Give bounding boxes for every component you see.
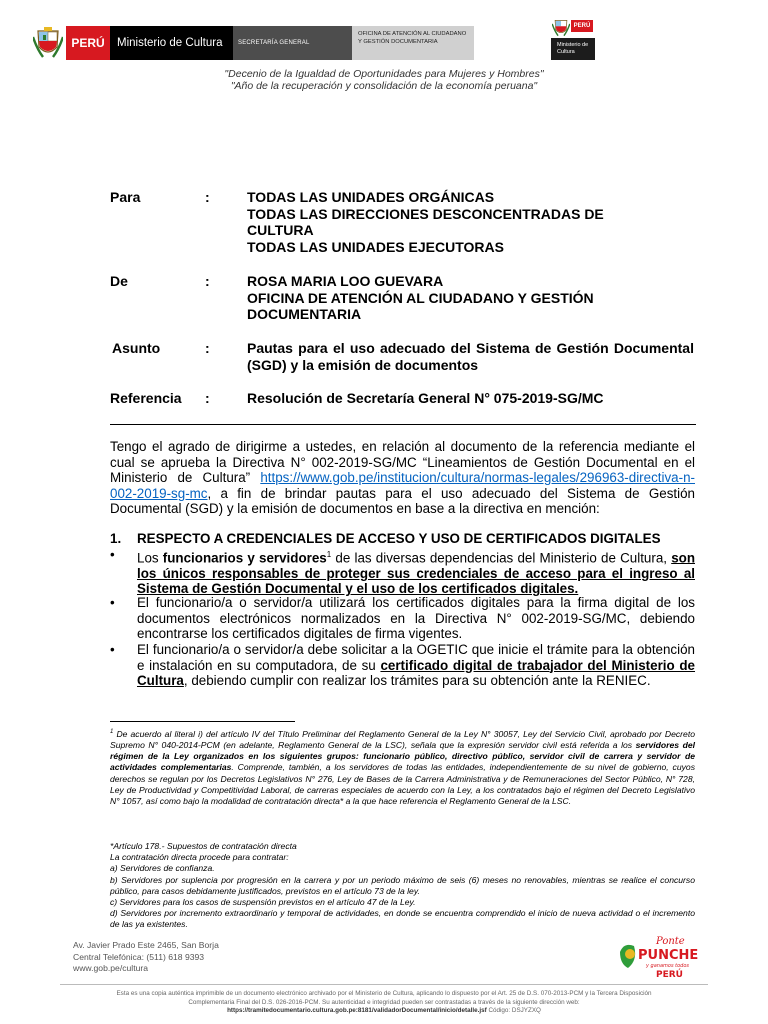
website: www.gob.pe/cultura xyxy=(73,963,148,974)
b1-text-a: Los xyxy=(137,550,163,566)
de-value-1: ROSA MARIA LOO GUEVARA xyxy=(247,273,444,289)
validation-code: Código: DSJYZXQ xyxy=(488,1007,541,1015)
phone: Central Telefónica: (511) 618 9393 xyxy=(73,951,205,962)
footnote-text-a: De acuerdo al literal i) del artículo IV del Título Preliminar del Reglamento General de la Ley N° 30057, Ley del Servicio Civil, aprobado por Decreto Supremo N° 040-2014-PCM (en adelante, Reglamento General de la LSC), señala que la expresión servidor civil está referida a los xyxy=(110,728,695,751)
legal-line-3 xyxy=(60,1007,708,1016)
peru-label: PERÚ xyxy=(71,36,105,50)
b3-text-b: , debiendo cumplir con realizar los trámites para su obtención ante la RENIEC. xyxy=(183,673,651,688)
ministry-logo-right xyxy=(549,18,597,60)
de-value-3: DOCUMENTARIA xyxy=(247,306,362,322)
bullet-2-icon: • xyxy=(110,595,115,610)
intro-text-2: , a fin de brindar pautas para el uso adecuado del Sistema de Gestión Documental (SGD) y la emisión de documentos en base a la directiva en mención: xyxy=(110,485,695,516)
bullet-2-text: El funcionario/a o servidor/a utilizará los certificados digitales para la firma digital de los documentos electrónicos normalizados en la Directiva N° 002-2019-SG/MC, debiendo encontrarse los certificados digitales de firma vigentes. xyxy=(137,595,695,641)
para-value-4: TODAS LAS UNIDADES EJECUTORAS xyxy=(247,238,504,255)
para-label: Para xyxy=(110,189,141,205)
article-line-1: *Artículo 178.- Supuestos de contratación directa xyxy=(110,841,297,851)
b1-text-b: de las diversas dependencias del Ministerio de Cultura, xyxy=(331,550,672,566)
de-colon: : xyxy=(205,273,210,289)
para-values xyxy=(247,189,697,255)
office-box xyxy=(352,26,474,60)
para-value-3: CULTURA xyxy=(247,222,314,238)
section-number: 1. xyxy=(110,531,122,546)
asunto-label: Asunto xyxy=(112,340,161,356)
validation-url[interactable]: https://tramitedocumentario.cultura.gob.pe:8181/validadorDocumental/inicio/detalle.jsf xyxy=(227,1007,487,1015)
section-title: RESPECTO A CREDENCIALES DE ACCESO Y USO DE CERTIFICADOS DIGITALES xyxy=(137,531,661,546)
sg-label: SECRETARÍA GENERAL xyxy=(238,40,310,46)
para-colon: : xyxy=(205,189,210,205)
article-line-3: a) Servidores de confianza. xyxy=(110,863,215,874)
coat-of-arms-small-icon xyxy=(552,18,570,38)
b1-bold: funcionarios y servidores xyxy=(162,550,327,566)
de-values xyxy=(247,273,697,323)
b3-underline: certificado digital de trabajador del Ministerio de Cultura xyxy=(137,657,696,688)
bullet-3-icon: • xyxy=(110,642,115,657)
article-line-5: c) Servidores para los casos de suspensión previstos en el artículo 47 de la Ley. xyxy=(110,897,416,908)
bullet-1-text xyxy=(137,547,695,597)
footnote-divider xyxy=(110,721,295,722)
ponte-mid-text: PUNCHE xyxy=(638,948,699,963)
intro-paragraph xyxy=(110,439,695,517)
footnote-text-b: . Comprende, también, a los servidores de todas las entidades, independientemente de su nivel de gobierno, cuyos derechos se regulan por los Decretos Legislativos N° 276, Ley de Bases de la Carrera Administrativa y de Remuneraciones del Sector Público, N° 728, Ley de Productividad y Competitividad Laboral, de carreras especiales de acuerdo con la Ley, a los contratados bajo el régimen del Decreto Legislativo N° 1057, así como bajo la modalidad de contratación directa* a la que hace referencia el Reglamento General de la LSC. xyxy=(110,762,696,807)
peru-logo-box xyxy=(66,26,110,60)
decenio-text xyxy=(0,68,768,92)
legal-line-2: Complementaria Final del D.S. 026-2016-PCM. Su autenticidad e integridad pueden ser contrastadas a través de la siguiente dirección web: xyxy=(188,998,580,1006)
secretaria-general-box xyxy=(233,26,352,60)
ponte-small-text: y ganamos todos xyxy=(646,963,690,969)
footnote-paragraph xyxy=(110,727,695,807)
ministry-label: Ministerio de Cultura xyxy=(117,37,223,49)
decenio-line-1: "Decenio de la Igualdad de Oportunidades para Mujeres y Hombres" xyxy=(224,68,544,80)
header-divider xyxy=(110,424,696,425)
footnote-number: 1 xyxy=(110,729,114,735)
article-line-6: d) Servidores por incremento extraordinario y temporal de actividades, en donde se encuentra comprendido el inicio de nueva actividad o el incremento de las ya existentes. xyxy=(110,908,695,930)
asunto-colon: : xyxy=(205,340,210,356)
footer-divider xyxy=(60,984,708,985)
referencia-colon: : xyxy=(205,390,210,406)
ministry-logo-box xyxy=(110,26,233,60)
footnote-article xyxy=(110,841,695,931)
article-line-2: La contratación directa procede para contratar: xyxy=(110,852,289,863)
intro-text-1: Tengo el agrado de dirigirme a ustedes, en relación al documento de la referencia mediante el cual se aprueba la Directiva N° 002-2019-SG/MC “Lineamientos de Gestión Documental en el Ministerio de Cultura” xyxy=(110,439,695,485)
address-block xyxy=(73,940,219,975)
de-value-2: OFICINA DE ATENCIÓN AL CIUDADANO Y GESTIÓN xyxy=(247,289,594,306)
article-line-4: b) Servidores por suplencia por progresión en la carrera y por un periodo máximo de seis (6) meses no renovables, mientras se realice el concurso público, para casos debidamente justificados, previstos en el artículo 73 de la ley. xyxy=(110,874,695,896)
para-value-2: TODAS LAS DIRECCIONES DESCONCENTRADAS DE xyxy=(247,205,604,222)
right-ministry-label: Ministerio de Cultura xyxy=(551,38,595,60)
directiva-link[interactable]: https://www.gob.pe/institucion/cultura/normas-legales/296963-directiva-n-002-2019-sg-mc xyxy=(110,470,695,501)
ponte-bottom-text: PERÚ xyxy=(656,970,683,980)
b1-footnote-ref: 1 xyxy=(326,550,332,559)
asunto-value: Pautas para el uso adecuado del Sistema de Gestión Documental (SGD) y la emisión de documentos xyxy=(247,340,694,373)
coat-of-arms-icon xyxy=(33,27,63,61)
bullet-3-text xyxy=(137,642,695,689)
footnote-bold: servidores del régimen de la Ley organizados en los siguientes grupos: funcionario público, directivo público, servidor civil de carrera y servidor de actividades complementarias xyxy=(110,740,695,773)
bullet-1-icon: • xyxy=(110,547,115,562)
right-peru-label: PERÚ xyxy=(571,20,593,32)
de-label: De xyxy=(110,273,128,289)
address: Av. Javier Prado Este 2465, San Borja xyxy=(73,940,219,950)
b3-text-a: El funcionario/a o servidor/a debe solicitar a la OGETIC que inicie el trámite para la obtención e instalación en su computadora, de su xyxy=(137,642,695,673)
ponte-punche-logo xyxy=(616,934,700,980)
legal-footer xyxy=(60,990,708,1016)
legal-line-1: Esta es una copia auténtica imprimible de un documento electrónico archivado por el Ministerio de Cultura, aplicando lo dispuesto por el Art. 25 de D.S. 070-2013-PCM y la Tercera Disposición xyxy=(116,990,652,997)
referencia-value: Resolución de Secretaría General N° 075-2019-SG/MC xyxy=(247,390,604,406)
ponte-top-text: Ponte xyxy=(656,936,685,947)
office-label: OFICINA DE ATENCIÓN AL CIUDADANO Y GESTIÓN DOCUMENTARIA xyxy=(358,31,467,45)
b1-underline: son los únicos responsables de proteger sus credenciales de acceso para el ingreso al Sistema de Gestión Documental y el uso de los certificados digitales. xyxy=(137,550,695,597)
decenio-line-2: "Año de la recuperación y consolidación de la economía peruana" xyxy=(230,80,538,92)
referencia-label: Referencia xyxy=(110,390,182,406)
para-value-1: TODAS LAS UNIDADES ORGÁNICAS xyxy=(247,189,495,205)
